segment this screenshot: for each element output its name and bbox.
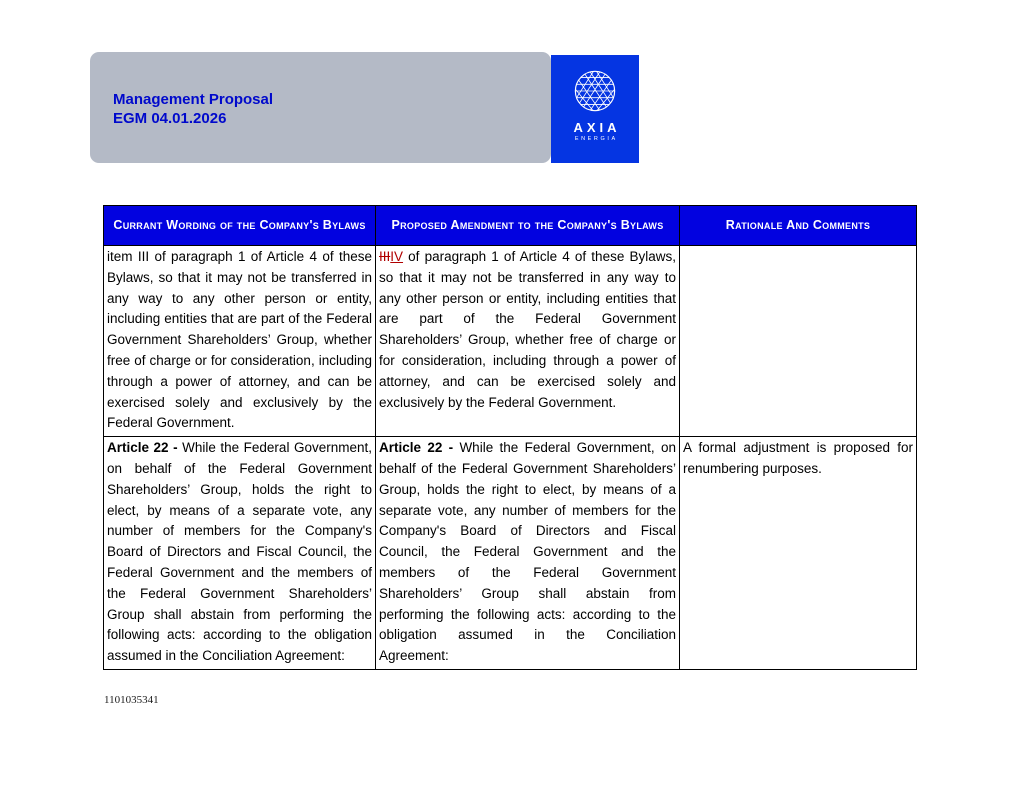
article-22-label-current: Article 22 -: [107, 440, 178, 456]
banner-title: Management Proposal: [113, 91, 274, 108]
current-wording-text-row2: While the Federal Government, on behalf of the Federal Government Shareholders’ Group, holds the right to elect, by means of a separate vote, any number of members for the Company's Board of Directors and Fiscal Council, the Federal Government and the members of the Federal Government Shareholders’ Group shall abstain from performing the following acts: according to the obligation assumed in the Conciliation Agreement:: [107, 440, 372, 664]
cell-current-wording-row2: [104, 437, 376, 670]
banner-title-block: [113, 90, 273, 128]
bylaws-comparison-table: [103, 205, 917, 670]
cell-proposed-amendment-row2: [376, 437, 680, 670]
col-header-rationale: Rationale And Comments: [680, 206, 917, 246]
banner-subtitle: EGM 04.01.2026: [113, 110, 227, 127]
document-code: 1101035341: [104, 694, 159, 706]
rationale-text-row2: A formal adjustment is proposed for renumbering purposes.: [683, 440, 913, 476]
table-row: [104, 246, 917, 437]
logo-brand-text: AXIA: [573, 120, 621, 135]
article-22-label-proposed: Article 22 -: [379, 440, 454, 456]
col-header-current-wording: Currant Wording of the Company's Bylaws: [104, 206, 376, 246]
proposed-amendment-text-row2: While the Federal Government, on behalf of the Federal Government Shareholders’ Group, holds the right to elect, by means of a separate vote, any number of members for the Company's Board of Directors and Fiscal Council, the Federal Government and the members of the Federal Government Shareholders’ Group shall abstain from performing the following acts: according to the obligation assumed in the Conciliation Agreement:: [379, 440, 676, 664]
cell-rationale-row1: [680, 246, 917, 437]
deleted-text: III: [379, 249, 391, 264]
title-banner: [90, 52, 551, 163]
table-header-row: [104, 206, 917, 246]
table-row: [104, 437, 917, 670]
proposed-amendment-text-row1: of paragraph 1 of Article 4 of these Bylaws, so that it may not be transferred in any way to any other person or entity, including entities that are part of the Federal Government Shareholders’ Group, whether free of charge or for consideration, including through a power of attorney, and can be exercised solely and exclusively by the Federal Government.: [379, 249, 676, 410]
globe-sphere-icon: [572, 68, 618, 114]
company-logo: [551, 55, 639, 163]
current-wording-text-row1: item III of paragraph 1 of Article 4 of these Bylaws, so that it may not be transferred in any way to any other person or entity, including entities that are part of the Federal Government Shareholders’ Group, whether free of charge or for consideration, including through a power of attorney, and can be exercised solely and exclusively by the Federal Government.: [107, 249, 372, 431]
cell-proposed-amendment-row1: [376, 246, 680, 437]
cell-rationale-row2: [680, 437, 917, 670]
logo-sub-text: ENERGIA: [574, 136, 618, 142]
inserted-text: IV: [390, 249, 404, 264]
col-header-proposed-amendment: Proposed Amendment to the Company's Bylaws: [376, 206, 680, 246]
cell-current-wording-row1: [104, 246, 376, 437]
